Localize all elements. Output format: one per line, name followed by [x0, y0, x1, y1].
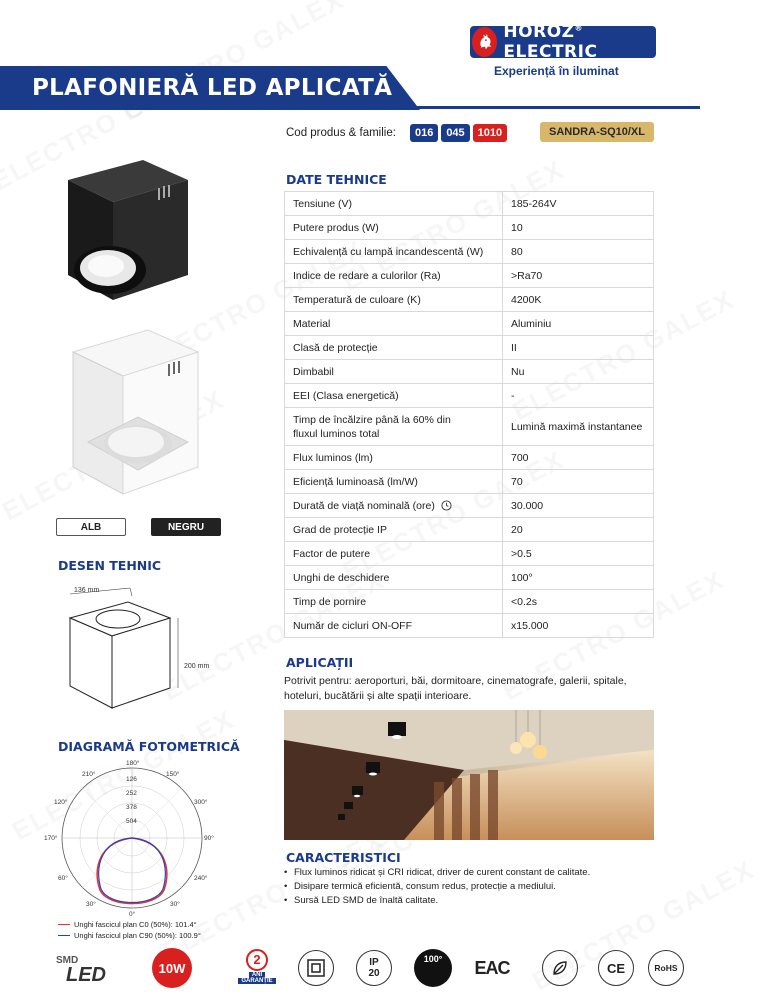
radial-value: 252	[126, 790, 137, 797]
radial-value: 126	[126, 776, 137, 783]
spec-name	[285, 288, 503, 312]
spec-value: 100°	[503, 566, 654, 590]
spec-name-text: Număr de cicluri ON-OFF	[293, 619, 413, 632]
application-photo	[284, 710, 654, 840]
code-chip: 1010	[473, 124, 507, 142]
spec-name-text: Indice de redare a culorilor (Ra)	[293, 269, 441, 282]
warranty-badge	[234, 948, 280, 984]
spec-name-text: Putere produs (W)	[293, 221, 379, 234]
list-item: • Flux luminos ridicat și CRI ridicat, driver de curent constant de calitate.	[284, 866, 664, 880]
photometric-legend	[58, 919, 201, 941]
warranty-line1: ANI	[249, 972, 265, 978]
family-chip: SANDRA-SQ10/XL	[540, 122, 654, 142]
specs-title: DATE TEHNICE	[286, 172, 387, 187]
led-label: LED	[66, 964, 106, 986]
spec-name-text: Dimbabil	[293, 365, 334, 378]
rohs-badge	[648, 950, 684, 986]
table-row	[285, 518, 654, 542]
spec-name	[285, 192, 503, 216]
angle-label: 150°	[166, 771, 180, 778]
table-row	[285, 590, 654, 614]
certification-icon-row	[0, 950, 700, 990]
spec-name	[285, 494, 503, 518]
applications-title: APLICAȚII	[286, 655, 354, 670]
table-row	[285, 360, 654, 384]
spec-value: 80	[503, 240, 654, 264]
spec-value: >Ra70	[503, 264, 654, 288]
spec-name	[285, 264, 503, 288]
spec-value: -	[503, 384, 654, 408]
table-row	[285, 240, 654, 264]
title-underline	[0, 106, 700, 109]
radial-value: 378	[126, 804, 137, 811]
ip20-badge	[356, 950, 392, 986]
rooster-icon	[472, 27, 497, 57]
ce-label: CE	[606, 960, 626, 976]
spec-name	[285, 408, 503, 446]
spec-value: 70	[503, 470, 654, 494]
brand-name: HOROZ	[503, 22, 575, 42]
spec-name-text: Unghi de deschidere	[293, 571, 390, 584]
table-row	[285, 614, 654, 638]
beam-angle-label: 100°	[423, 954, 443, 964]
angle-label: 30°	[86, 901, 96, 908]
table-row	[285, 494, 654, 518]
angle-label: 0°	[129, 911, 136, 918]
drawing-width-label: 136 mm	[74, 587, 100, 594]
eac-badge	[474, 950, 510, 986]
spec-value: II	[503, 336, 654, 360]
angle-label: 120°	[54, 799, 68, 806]
power-badge	[152, 948, 192, 988]
spec-name-text: EEI (Clasa energetică)	[293, 389, 399, 402]
spec-name	[285, 384, 503, 408]
spec-value: 30.000	[503, 494, 654, 518]
photometric-title: DIAGRAMĂ FOTOMETRICĂ	[58, 739, 240, 754]
table-row	[285, 264, 654, 288]
product-code-row	[286, 124, 510, 142]
spec-name	[285, 312, 503, 336]
angle-label: 240°	[194, 875, 208, 882]
spec-value: Aluminiu	[503, 312, 654, 336]
table-row	[285, 470, 654, 494]
spec-name-text: Eficiență luminoasă (lm/W)	[293, 475, 418, 488]
brand-logo-box	[470, 22, 656, 62]
leaf-icon	[542, 950, 578, 986]
table-row	[285, 384, 654, 408]
spec-value: 185-264V	[503, 192, 654, 216]
beam-angle-badge	[414, 949, 452, 987]
angle-label: 90°	[204, 835, 214, 842]
spec-name	[285, 470, 503, 494]
table-row	[285, 336, 654, 360]
tagline: Experiență în iluminat	[494, 64, 619, 78]
spec-name-text: Tensiune (V)	[293, 197, 352, 210]
spec-name	[285, 360, 503, 384]
table-row	[285, 446, 654, 470]
registered-mark: ®	[574, 23, 583, 33]
technical-drawing-title: DESEN TEHNIC	[58, 558, 162, 573]
spec-name	[285, 336, 503, 360]
spec-name	[285, 446, 503, 470]
code-chip: 016	[410, 124, 438, 142]
variant-black-button[interactable]: NEGRU	[151, 518, 221, 536]
ip-value: 20	[368, 968, 380, 979]
eac-label: EAC	[474, 957, 510, 978]
rohs-label: RoHS	[654, 962, 678, 973]
spec-value: Nu	[503, 360, 654, 384]
spec-name	[285, 240, 503, 264]
radial-value: 504	[126, 818, 137, 825]
spec-name-text: Durată de viață nominală (ore)	[293, 499, 435, 512]
ip-label: IP	[369, 957, 379, 968]
angle-label: 180°	[126, 760, 140, 767]
legend-swatch-c0	[58, 924, 70, 926]
spec-value: Lumină maximă instantanee	[503, 408, 654, 446]
spec-value: 20	[503, 518, 654, 542]
clock-icon	[435, 500, 452, 512]
spec-name-text: Echivalență cu lampă incandescentă (W)	[293, 245, 484, 258]
spec-value: 10	[503, 216, 654, 240]
brand-suffix: ELECTRIC	[503, 42, 598, 62]
product-code-label: Cod produs & familie:	[286, 127, 396, 139]
warranty-line2: GARANȚIE	[238, 978, 275, 984]
spec-name	[285, 542, 503, 566]
legend-label: Unghi fascicul plan C90 (50%): 100.9°	[74, 931, 201, 940]
ce-badge	[598, 950, 634, 986]
angle-label: 210°	[82, 771, 96, 778]
spec-value: x15.000	[503, 614, 654, 638]
table-row	[285, 312, 654, 336]
smd-label: SMD	[56, 955, 79, 966]
table-row	[285, 566, 654, 590]
spec-name-text: Timp de încălzire până la 60% din fluxul luminos total	[293, 413, 451, 440]
features-title: CARACTERISTICI	[286, 850, 401, 865]
spec-name	[285, 614, 503, 638]
drawing-height-label: 200 mm	[184, 663, 210, 670]
class-ii-icon	[298, 950, 334, 986]
photometric-diagram	[44, 758, 216, 918]
list-item: • Sursă LED SMD de înaltă calitate.	[284, 894, 664, 908]
white-lamp-image	[58, 322, 208, 502]
table-row	[285, 408, 654, 446]
spec-name	[285, 518, 503, 542]
spec-name-text: Material	[293, 317, 331, 330]
spec-name-text: Factor de putere	[293, 547, 371, 560]
angle-label: 60°	[58, 875, 68, 882]
specs-table	[284, 191, 654, 638]
angle-label: 170°	[44, 835, 58, 842]
table-row	[285, 216, 654, 240]
table-row	[285, 192, 654, 216]
features-list	[284, 866, 664, 908]
spec-value: 700	[503, 446, 654, 470]
spec-value: >0.5	[503, 542, 654, 566]
legend-label: Unghi fascicul plan C0 (50%): 101.4°	[74, 920, 197, 929]
spec-name-text: Grad de protecție IP	[293, 523, 387, 536]
angle-label: 30°	[170, 901, 180, 908]
smd-led-badge	[50, 950, 122, 986]
code-chip: 045	[441, 124, 469, 142]
spec-name-text: Flux luminos (lm)	[293, 451, 373, 464]
list-item: • Disipare termică eficientă, consum redus, protecție a mediului.	[284, 880, 664, 894]
power-label: 10W	[158, 960, 186, 976]
spec-name-text: Clasă de protecție	[293, 341, 378, 354]
variant-white-button[interactable]: ALB	[56, 518, 126, 536]
spec-name-text: Temperatură de culoare (K)	[293, 293, 421, 306]
technical-drawing	[60, 584, 250, 714]
spec-value: <0.2s	[503, 590, 654, 614]
spec-name-text: Timp de pornire	[293, 595, 367, 608]
angle-label: 300°	[194, 799, 208, 806]
spec-name	[285, 566, 503, 590]
page-title: PLAFONIERĂ LED APLICATĂ	[32, 75, 393, 101]
table-row	[285, 288, 654, 312]
black-lamp-image	[48, 150, 198, 310]
applications-text: Potrivit pentru: aeroporturi, băi, dormitoare, cinematografe, galerii, spitale, hoteluri, bucătării și alte spații interioare.	[284, 675, 627, 702]
spec-name	[285, 590, 503, 614]
spec-name	[285, 216, 503, 240]
spec-value: 4200K	[503, 288, 654, 312]
table-row	[285, 542, 654, 566]
legend-swatch-c90	[58, 935, 70, 937]
warranty-years: 2	[246, 949, 268, 971]
